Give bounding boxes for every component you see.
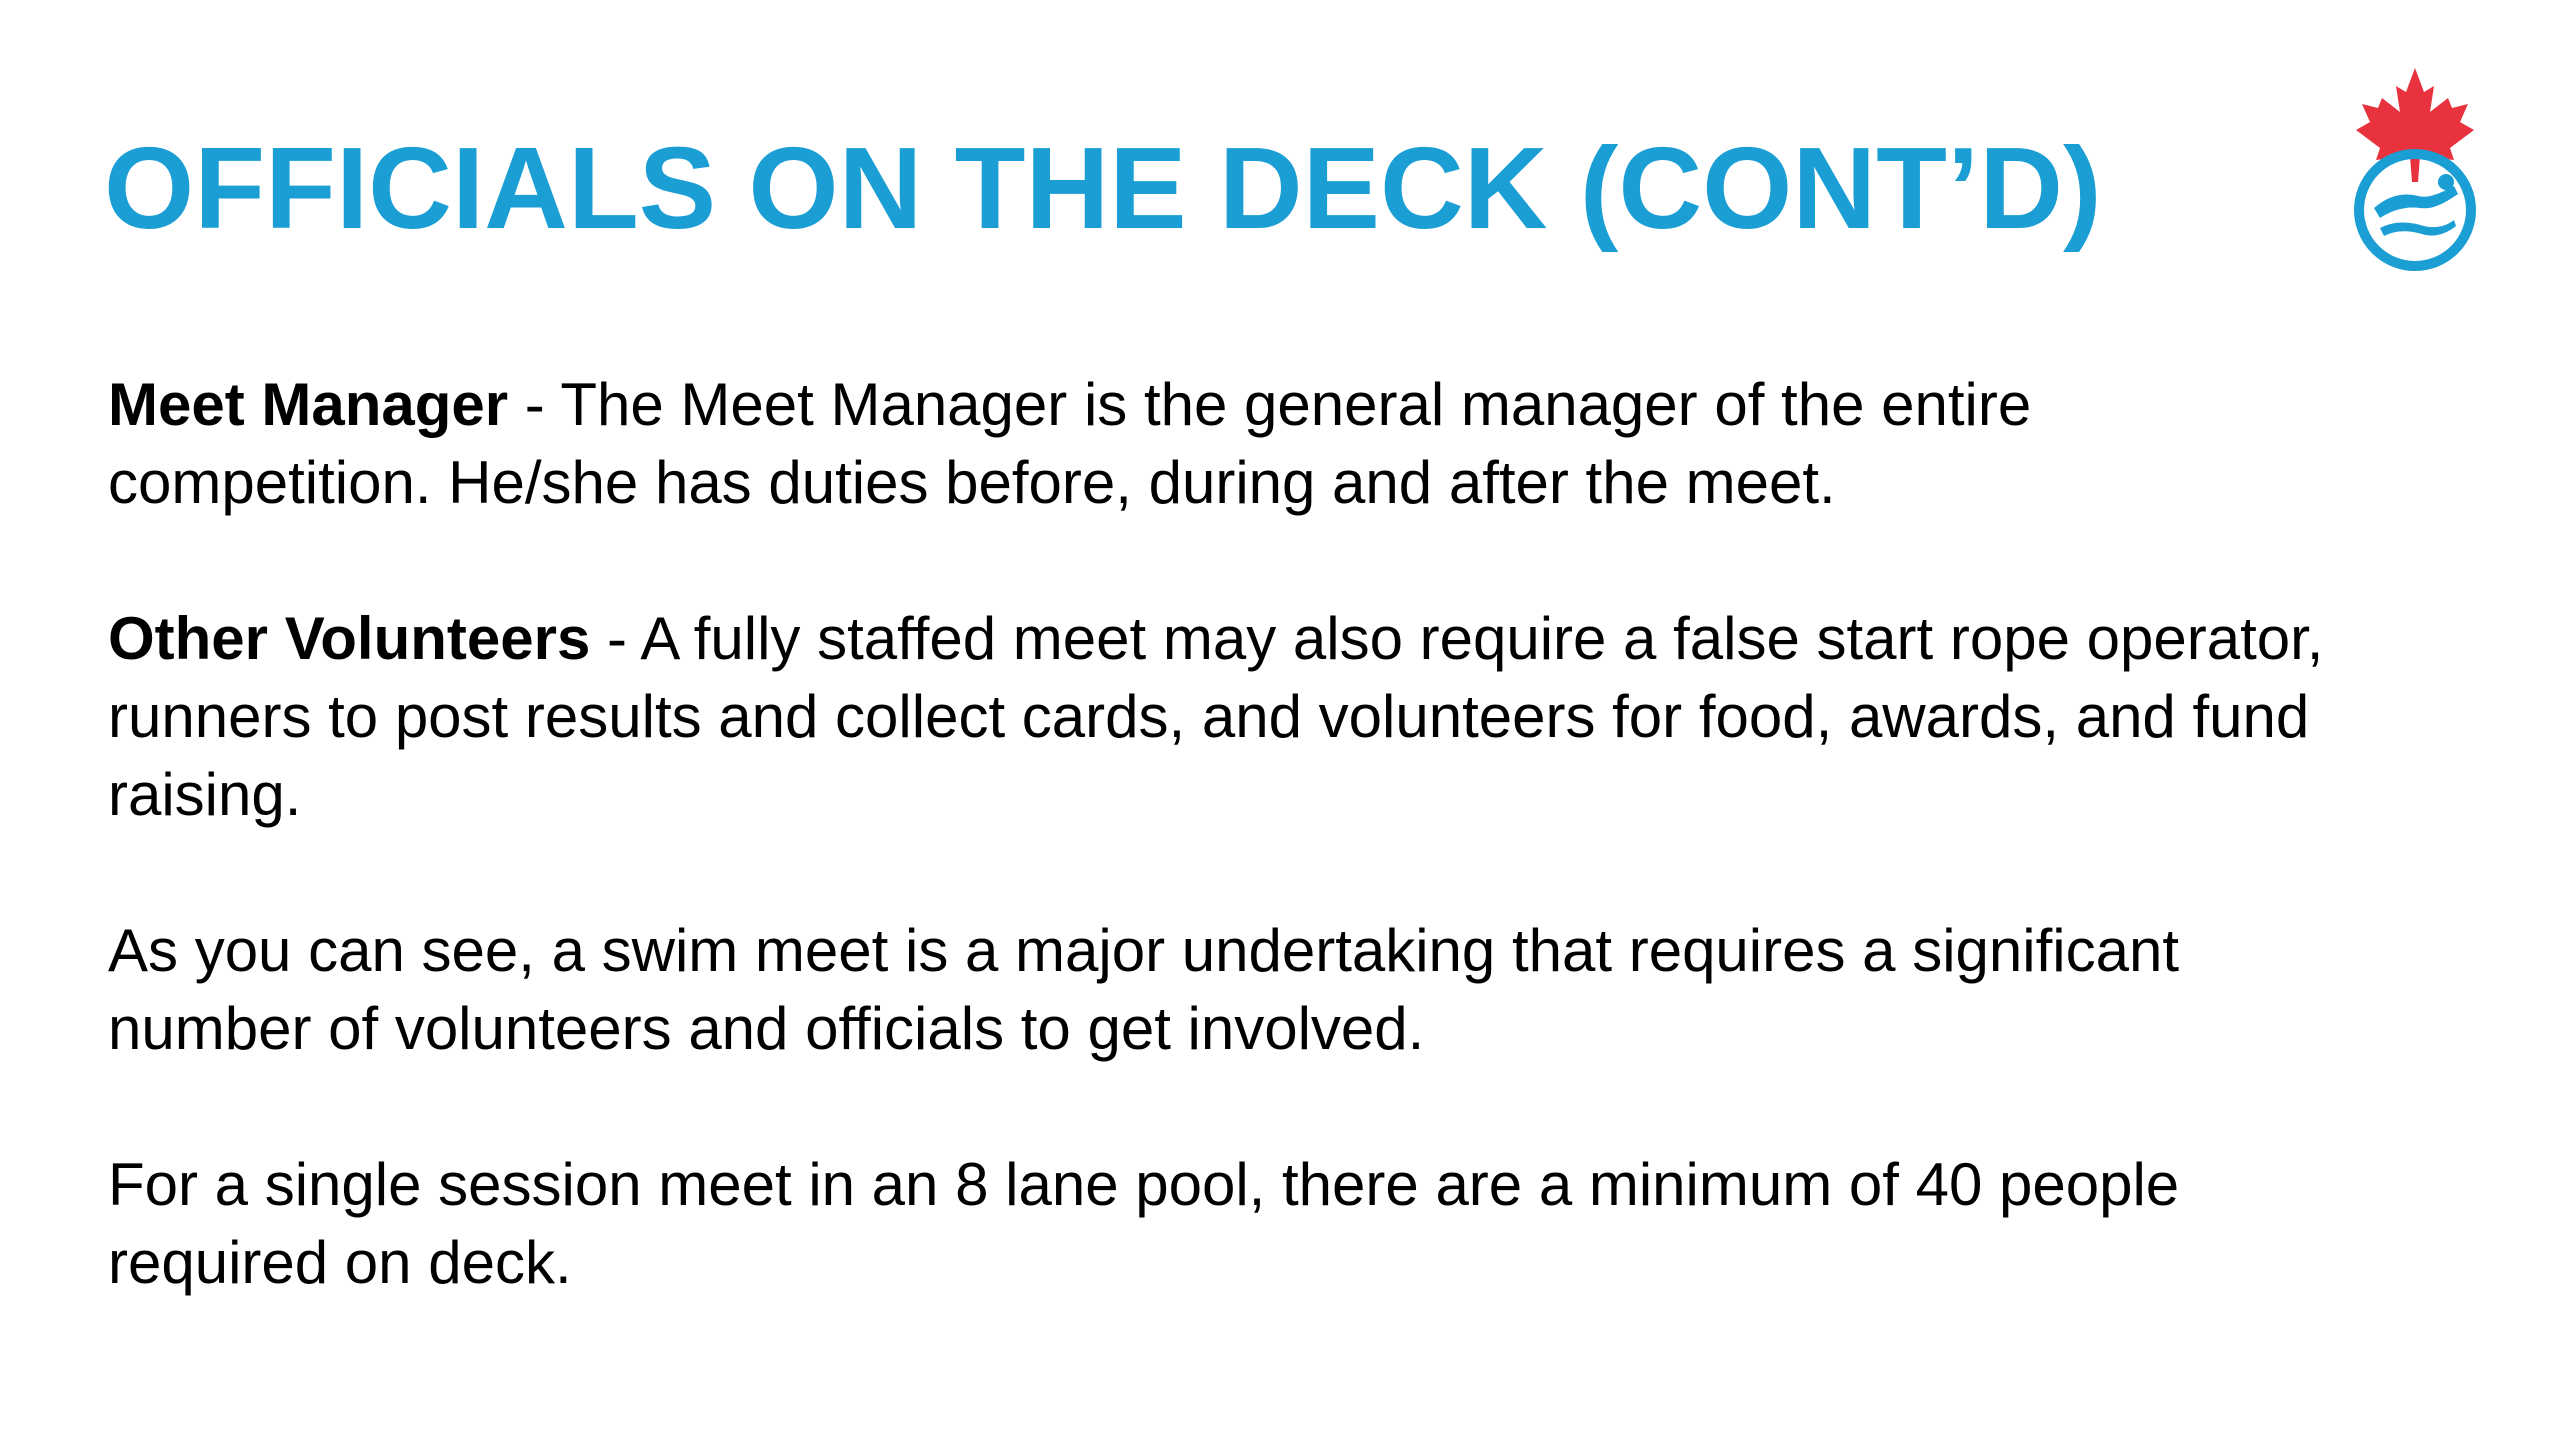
- paragraph-term: Meet Manager: [108, 371, 509, 438]
- swimmer-icon: [2374, 186, 2458, 218]
- paragraph-other-volunteers: [108, 600, 2368, 834]
- paragraph-term: Other Volunteers: [108, 605, 591, 672]
- paragraph-text: - The Meet Manager is the general manager of the entire competition. He/she has duties before, during and after the meet.: [108, 371, 2032, 516]
- paragraph-text: As you can see, a swim meet is a major undertaking that requires a significant number of volunteers and officials to get involved.: [108, 917, 2179, 1062]
- paragraph-meet-manager: [108, 366, 2368, 522]
- paragraph-minimum-people: [108, 1146, 2368, 1302]
- slide-body: [108, 366, 2368, 1380]
- paragraph-text: For a single session meet in an 8 lane pool, there are a minimum of 40 people required on deck.: [108, 1151, 2180, 1296]
- slide-title: OFFICIALS ON THE DECK (CONT’D): [104, 123, 2102, 253]
- swimming-canada-logo-icon: [2340, 60, 2490, 280]
- paragraph-swim-meet-undertaking: [108, 912, 2368, 1068]
- paragraph-text: - A fully staffed meet may also require a false start rope operator, runners to post results and collect cards, and volunteers for food, awards, and fund raising.: [108, 605, 2324, 828]
- maple-leaf-icon: [2356, 68, 2474, 182]
